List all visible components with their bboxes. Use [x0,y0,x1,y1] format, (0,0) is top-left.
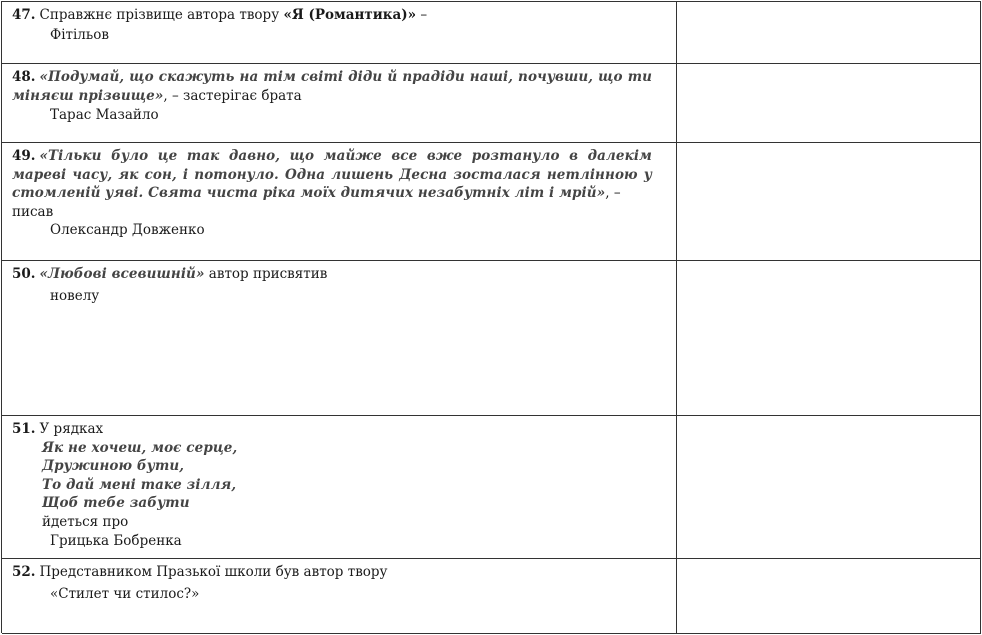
answer-text: Олександр Довженко [50,222,205,238]
question-tail: , – [605,185,621,201]
quote-text: «Подумай, що скажуть на тім світі діди й прадіди наші, почувши, що ти міняєш прізвище» [12,69,652,104]
question-51 [12,420,652,551]
question-47 [12,6,652,44]
answer-cell-52[interactable] [678,559,981,633]
question-tail: автор присвятив [204,266,328,282]
answer-cell-47[interactable] [678,2,981,64]
question-text: У рядках [39,421,104,437]
answer-text: «Стилет чи стилос?» [50,585,200,602]
table-row-52 [2,558,981,634]
question-number: 49. [12,148,36,164]
answer-text: Тарас Мазайло [50,107,159,123]
answer-cell-50[interactable] [678,261,981,416]
column-divider [676,143,677,261]
question-tail: , – застерігає брата [163,87,302,104]
answer-text: Фітільов [50,26,109,43]
poem-line: Щоб тебе забути [42,495,190,511]
question-48 [12,68,652,125]
answer-cell-51[interactable] [678,416,981,559]
question-text: Справжнє прізвище автора твору [39,7,284,23]
work-title: «Я (Романтика)» [283,7,417,23]
table-left-border [1,1,2,633]
table-row-47 [2,1,981,64]
column-divider [676,64,677,143]
answer-text: новелу [50,287,100,304]
question-number: 52. [12,564,36,580]
column-divider [676,416,677,559]
answer-text: Грицька Бобренка [50,533,182,549]
question-49 [12,147,652,240]
work-title: «Любові всевишній» [39,266,205,282]
poem-line: Дружиною бути, [42,458,185,474]
question-tail-2: писав [12,203,54,220]
question-50 [12,265,652,305]
table-row-51 [2,415,981,559]
question-52 [12,563,652,603]
column-divider [676,2,677,64]
question-tail: – [416,7,428,23]
table-row-50 [2,260,981,416]
question-number: 47. [12,7,36,23]
poem-line: Як не хочеш, моє серце, [42,439,238,456]
column-divider [676,261,677,416]
question-text: Представником Празької школи був автор твору [39,564,388,580]
answer-cell-48[interactable] [678,64,981,143]
poem-quote [12,439,652,513]
poem-line: То дай мені таке зілля, [42,476,237,493]
quote-text: «Тільки було це так давно, що майже все вже розтануло в далекім мареві часу, як сон, і потонуло. Одна лишень Десна зосталася нетлінною у стомленій уяві. Свята чиста ріка моїх дитячих незабутніх літ і мрій» [12,148,652,201]
question-number: 48. [12,69,36,85]
question-number: 50. [12,266,36,282]
question-number: 51. [12,421,36,437]
question-tail: йдеться про [42,513,129,530]
table-row-49 [2,142,981,261]
column-divider [676,559,677,633]
table-row-48 [2,63,981,143]
answer-cell-49[interactable] [678,143,981,261]
table-right-border [980,1,981,633]
